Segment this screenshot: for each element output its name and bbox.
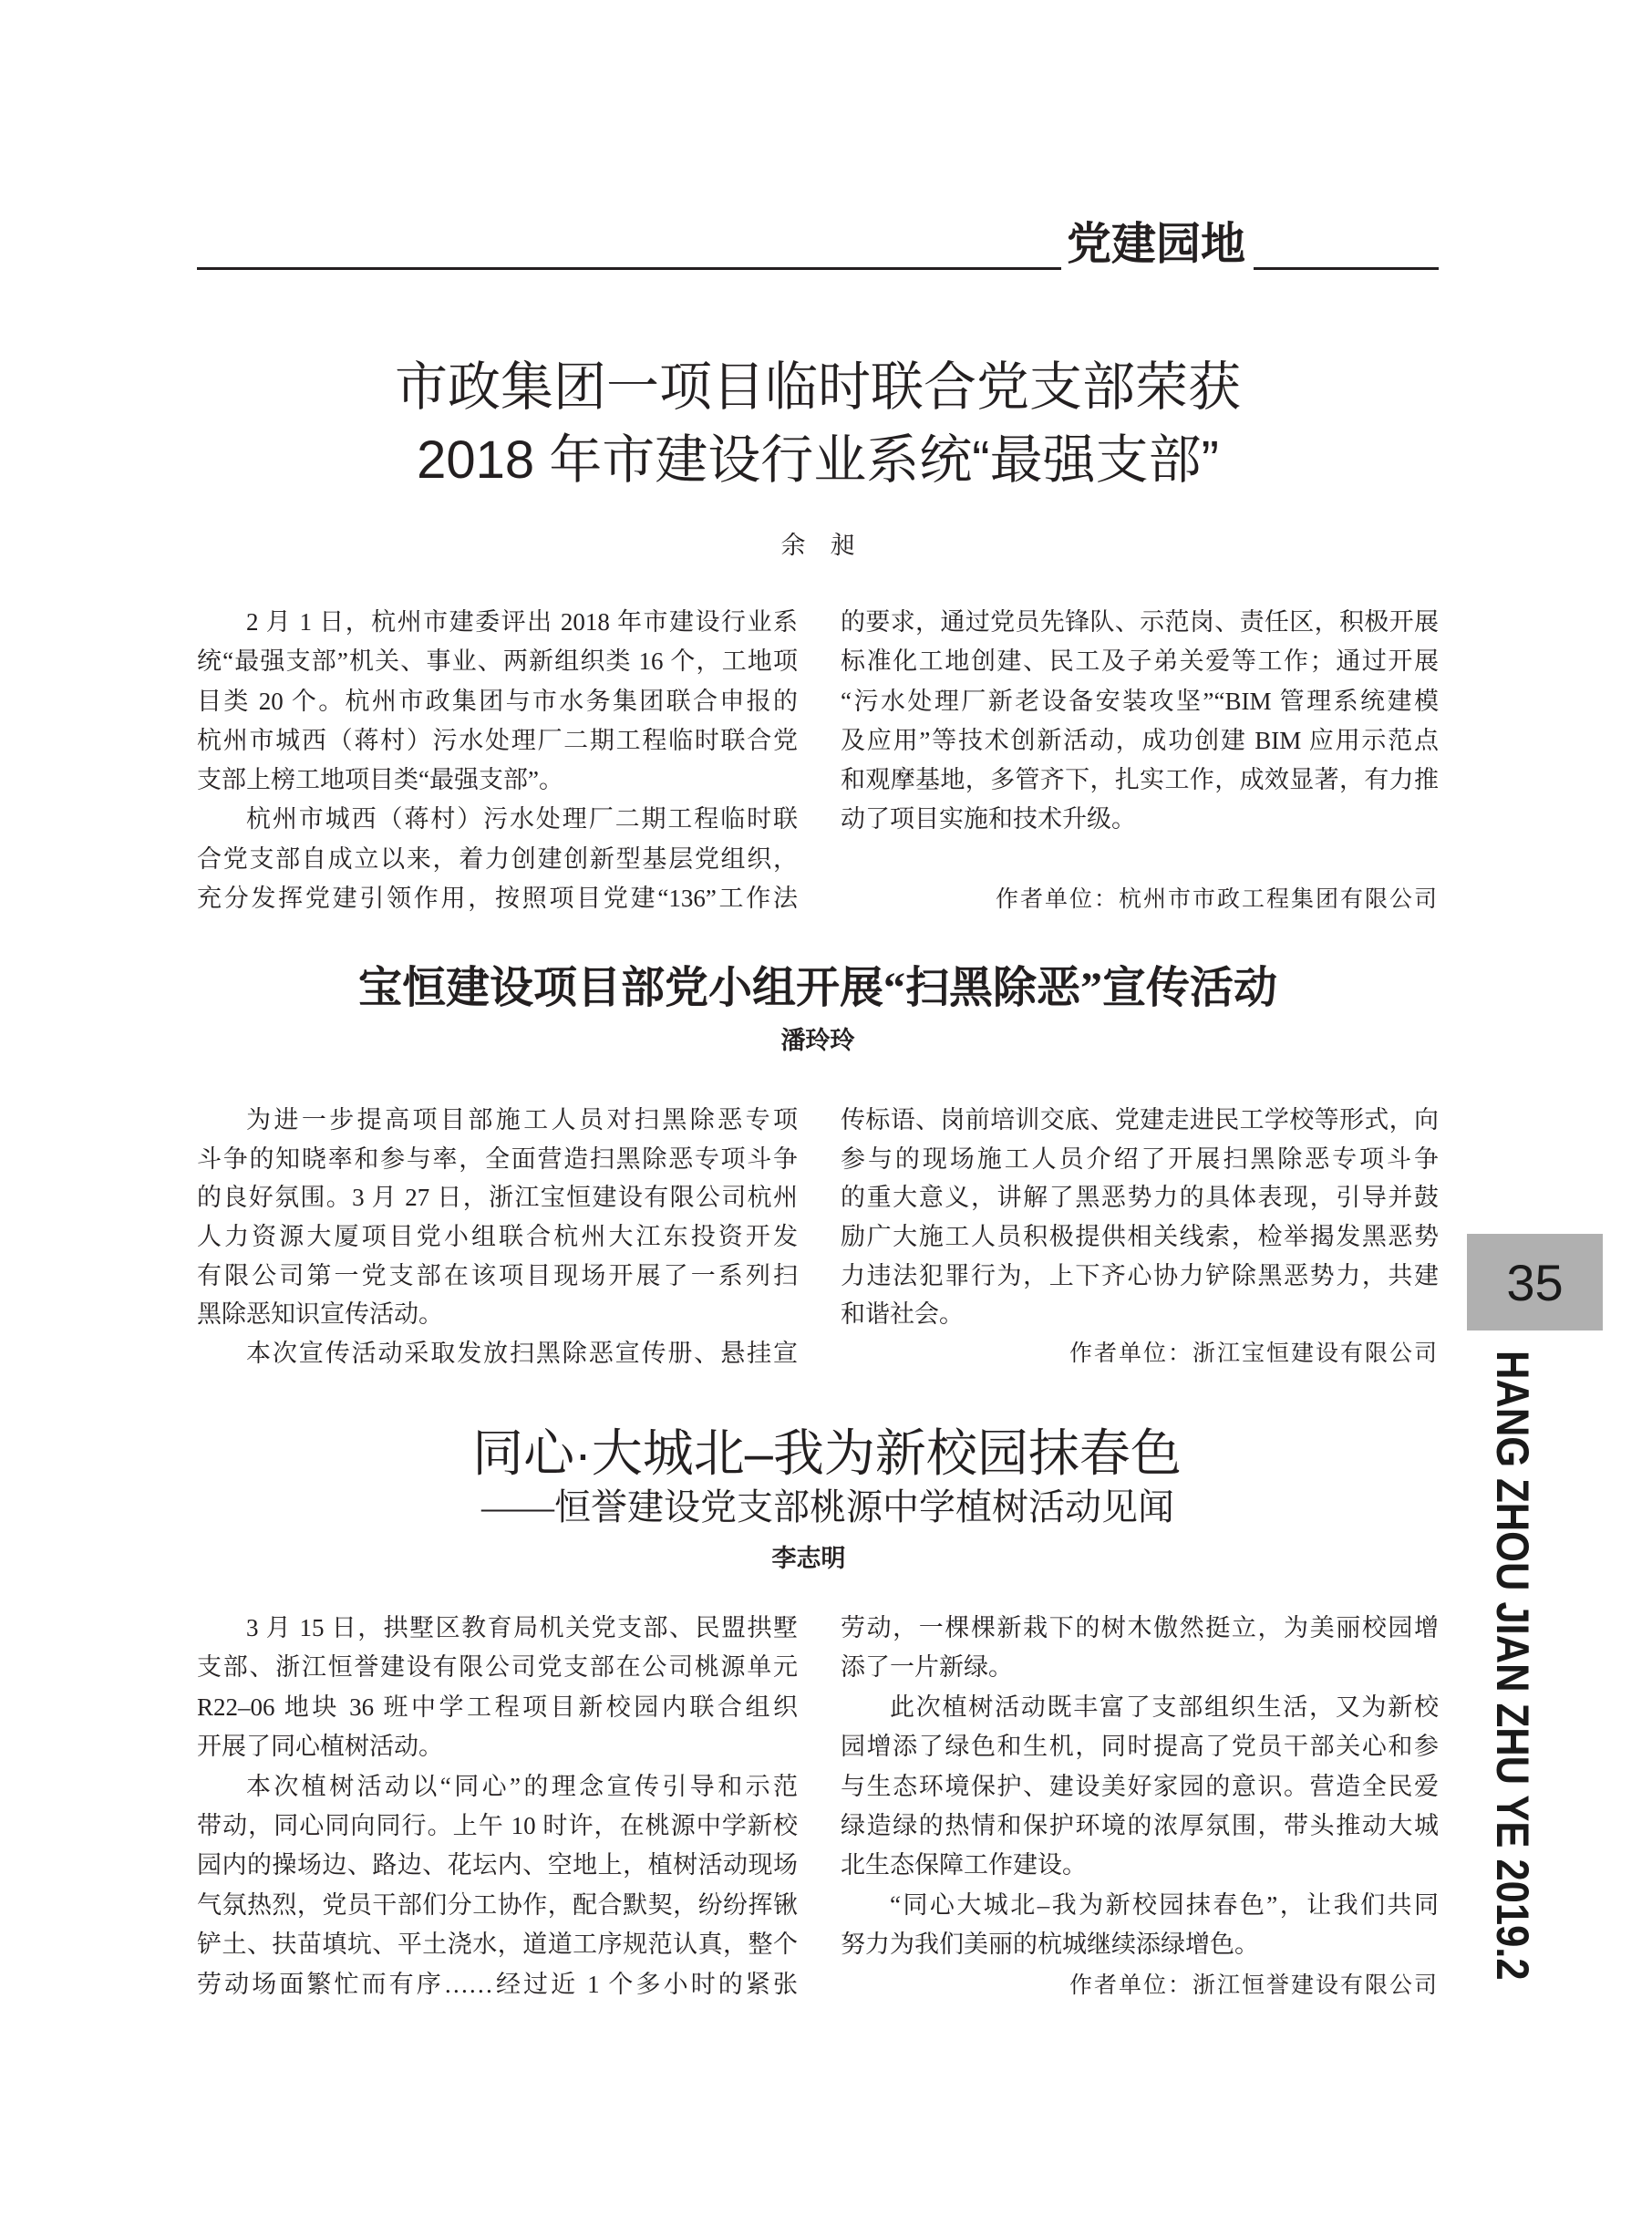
article1-author: 余 昶	[780, 532, 855, 559]
body-line: 人力资源大厦项目党小组联合杭州大江东投资开发	[197, 1223, 798, 1251]
body-line: 力违法犯罪行为，上下齐心协力铲除黑恶势力，共建	[841, 1261, 1439, 1289]
body-line: 铲土、扶苗填坑、平土浇水，道道工序规范认真，整个	[197, 1931, 798, 1959]
body-line: 园内的操场边、路边、花坛内、空地上，植树活动现场	[197, 1851, 798, 1879]
body-line: “污水处理厂新老设备安装攻坚”“BIM 管理系统建模	[841, 687, 1439, 715]
body-line: 传标语、岗前培训交底、党建走进民工学校等形式，向	[841, 1106, 1439, 1134]
body-line: 支部上榜工地项目类“最强支部”。	[197, 766, 563, 794]
body-line: 动了项目实施和技术升级。	[841, 805, 1136, 833]
body-line: 与生态环境保护、建设美好家园的意识。营造全民爱	[841, 1772, 1439, 1800]
page-number: 35	[1506, 1253, 1564, 1311]
body-line: 斗争的知晓率和参与率，全面营造扫黑除恶专项斗争	[197, 1144, 798, 1173]
article2-author: 潘玲玲	[780, 1027, 855, 1054]
body-line: 及应用”等技术创新活动，成功创建 BIM 应用示范点	[841, 726, 1439, 754]
article3-title: 同心·大城北–我为新校园抹春色	[472, 1424, 1182, 1482]
article3-subtitle: ——恒誉建设党支部桃源中学植树活动见闻	[481, 1486, 1174, 1527]
header-rule-right	[1254, 267, 1439, 270]
article2-left-column	[197, 1101, 798, 1373]
body-line: 有限公司第一党支部在该项目现场开展了一系列扫	[197, 1261, 798, 1289]
body-line: 充分发挥党建引领作用，按照项目党建“136”工作法	[197, 885, 798, 913]
body-line: 劳动，一棵棵新栽下的树木傲然挺立，为美丽校园增	[841, 1614, 1439, 1641]
body-line: 参与的现场施工人员介绍了开展扫黑除恶专项斗争	[841, 1144, 1439, 1173]
body-line: 3 月 15 日，拱墅区教育局机关党支部、民盟拱墅	[246, 1614, 798, 1641]
article3-author: 李志明	[771, 1545, 846, 1572]
body-line: 本次宣传活动采取发放扫黑除恶宣传册、悬挂宣	[246, 1340, 798, 1368]
body-line: 2 月 1 日，杭州市建委评出 2018 年市建设行业系	[246, 608, 798, 636]
article3-right-column	[841, 1609, 1439, 2004]
section-title: 党建园地	[1067, 218, 1246, 270]
body-line: 本次植树活动以“同心”的理念宣传引导和示范	[246, 1772, 798, 1800]
article3-affiliation: 作者单位：浙江恒誉建设有限公司	[1069, 1971, 1439, 1998]
body-line: “同心大城北–我为新校园抹春色”，让我们共同	[890, 1890, 1439, 1919]
body-line: 和观摩基地，多管齐下，扎实工作，成效显著，有力推	[841, 766, 1439, 794]
header-rule-left	[197, 267, 1061, 270]
body-line: 劳动场面繁忙而有序……经过近 1 个多小时的紧张	[197, 1970, 798, 1998]
body-line: 此次植树活动既丰富了支部组织生活，又为新校	[890, 1693, 1439, 1721]
body-line: 支部、浙江恒誉建设有限公司党支部在公司桃源单元	[197, 1653, 798, 1682]
body-line: 黑除恶知识宣传活动。	[197, 1300, 443, 1329]
article1-title-line2: 2018 年市建设行业系统“最强支部”	[417, 430, 1219, 490]
body-line: 添了一片新绿。	[841, 1653, 1013, 1682]
body-line: 标准化工地创建、民工及子弟关爱等工作；通过开展	[841, 647, 1439, 676]
article2-title: 宝恒建设项目部党小组开展“扫黑除恶”宣传活动	[357, 964, 1277, 1012]
article2-affiliation: 作者单位：浙江宝恒建设有限公司	[1069, 1340, 1439, 1367]
body-line: 开展了同心植树活动。	[197, 1733, 443, 1761]
body-line: 绿造绿的热情和保护环境的浓厚氛围，带头推动大城	[841, 1811, 1439, 1839]
page-number-tab	[1467, 1234, 1603, 1330]
body-line: 带动，同心同向同行。上午 10 时许，在桃源中学新校	[197, 1811, 798, 1839]
body-line: 统“最强支部”机关、事业、两新组织类 16 个，工地项	[197, 647, 798, 676]
body-line: 目类 20 个。杭州市政集团与市水务集团联合申报的	[197, 687, 798, 715]
article1-title-line1: 市政集团一项目临时联合党支部荣获	[394, 357, 1241, 417]
article1-left-column	[197, 603, 798, 918]
body-line: R22–06 地块 36 班中学工程项目新校园内联合组织	[197, 1693, 798, 1721]
body-line: 合党支部自成立以来，着力创建创新型基层党组织，	[197, 844, 798, 873]
body-line: 努力为我们美丽的杭城继续添绿增色。	[841, 1931, 1259, 1959]
article2-right-column	[841, 1101, 1439, 1373]
body-line: 的重大意义，讲解了黑恶势力的具体表现，引导并鼓	[841, 1184, 1439, 1212]
body-line: 杭州市城西（蒋村）污水处理厂二期工程临时联合党	[197, 726, 798, 754]
body-line: 为进一步提高项目部施工人员对扫黑除恶专项	[246, 1106, 798, 1134]
journal-issue-label: HANG ZHOU JIAN ZHU YE 2019.2	[1487, 1351, 1538, 1981]
body-line: 园增添了绿色和生机，同时提高了党员干部关心和参	[841, 1733, 1439, 1761]
body-line: 杭州市城西（蒋村）污水处理厂二期工程临时联	[246, 805, 798, 833]
body-line: 北生态保障工作建设。	[841, 1851, 1087, 1879]
article1-right-column	[841, 603, 1439, 918]
body-line: 的要求，通过党员先锋队、示范岗、责任区，积极开展	[841, 608, 1439, 636]
body-line: 励广大施工人员积极提供相关线索，检举揭发黑恶势	[841, 1223, 1439, 1251]
body-line: 气氛热烈，党员干部们分工协作，配合默契，纷纷挥锹	[197, 1890, 798, 1919]
blank-line	[841, 840, 1439, 879]
article3-left-column	[197, 1609, 798, 2004]
article1-affiliation: 作者单位：杭州市市政工程集团有限公司	[995, 885, 1439, 913]
body-line: 的良好氛围。3 月 27 日，浙江宝恒建设有限公司杭州	[197, 1184, 798, 1212]
body-line: 和谐社会。	[841, 1300, 964, 1329]
